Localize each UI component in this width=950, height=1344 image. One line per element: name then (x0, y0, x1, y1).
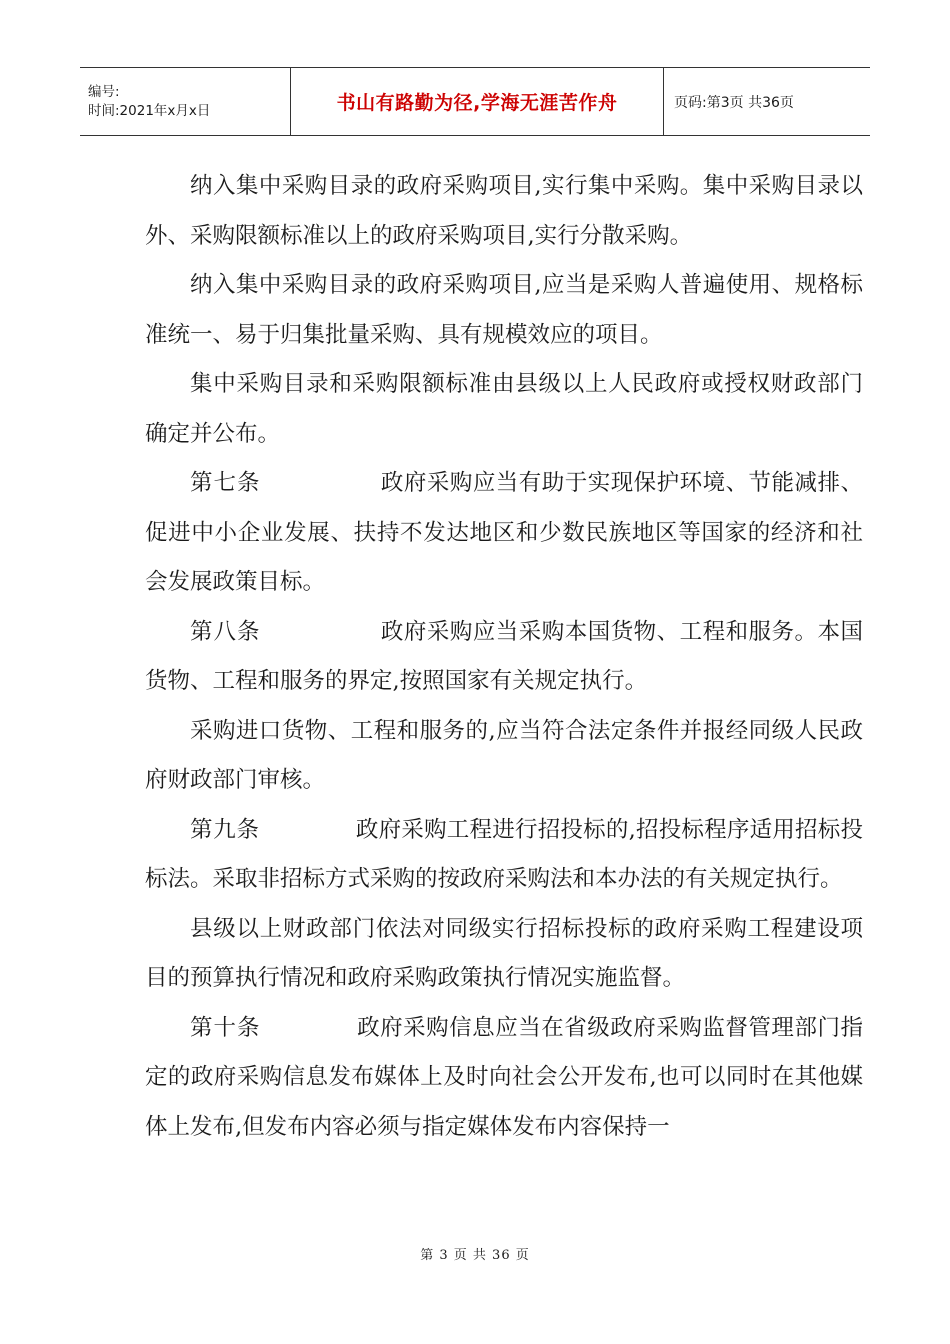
paragraph: 县级以上财政部门依法对同级实行招标投标的政府采购工程建设项目的预算执行情况和政府采购政策执行情况实施监督。 (145, 915, 863, 991)
article-paragraph: 第七条 政府采购应当有助于实现保护环境、节能减排、促进中小企业发展、扶持不发达地区和少数民族地区等国家的经济和社会发展政策目标。 (145, 470, 863, 595)
document-body (145, 162, 863, 1152)
paragraph: 集中采购目录和采购限额标准由县级以上人民政府或授权财政部门确定并公布。 (145, 371, 863, 447)
article-heading: 第七条 (190, 470, 261, 496)
article-heading: 第十条 (190, 1014, 261, 1041)
article-paragraph: 第十条 政府采购信息应当在省级政府采购监督管理部门指定的政府采购信息发布媒体上及时向社会公开发布,也可以同时在其他媒体上发布,但发布内容必须与指定媒体发布内容保持一 (145, 1014, 863, 1140)
header-page-info: 页码:第3页 共36页 (664, 68, 871, 136)
article-paragraph: 第九条 政府采购工程进行招投标的,招投标程序适用招标投标法。采取非招标方式采购的按政府采购法和本办法的有关规定执行。 (145, 816, 863, 892)
header-meta (80, 68, 291, 136)
article-paragraph: 第八条 政府采购应当采购本国货物、工程和服务。本国货物、工程和服务的界定,按照国家有关规定执行。 (145, 618, 863, 694)
article-heading: 第八条 (190, 618, 261, 645)
paragraph: 纳入集中采购目录的政府采购项目,实行集中采购。集中采购目录以外、采购限额标准以上的政府采购项目,实行分散采购。 (145, 173, 863, 249)
page-header (80, 67, 870, 136)
header-motto: 书山有路勤为径,学海无涯苦作舟 (291, 68, 664, 136)
page-footer: 第 3 页 共 36 页 (420, 1248, 530, 1263)
paragraph: 采购进口货物、工程和服务的,应当符合法定条件并报经同级人民政府财政部门审核。 (145, 717, 863, 793)
document-time-label: 时间:2021年x月x日 (88, 102, 211, 119)
document-number-label: 编号: (88, 83, 120, 100)
article-heading: 第九条 (190, 816, 260, 843)
paragraph: 纳入集中采购目录的政府采购项目,应当是采购人普遍使用、规格标准统一、易于归集批量采购、具有规模效应的项目。 (145, 272, 863, 348)
